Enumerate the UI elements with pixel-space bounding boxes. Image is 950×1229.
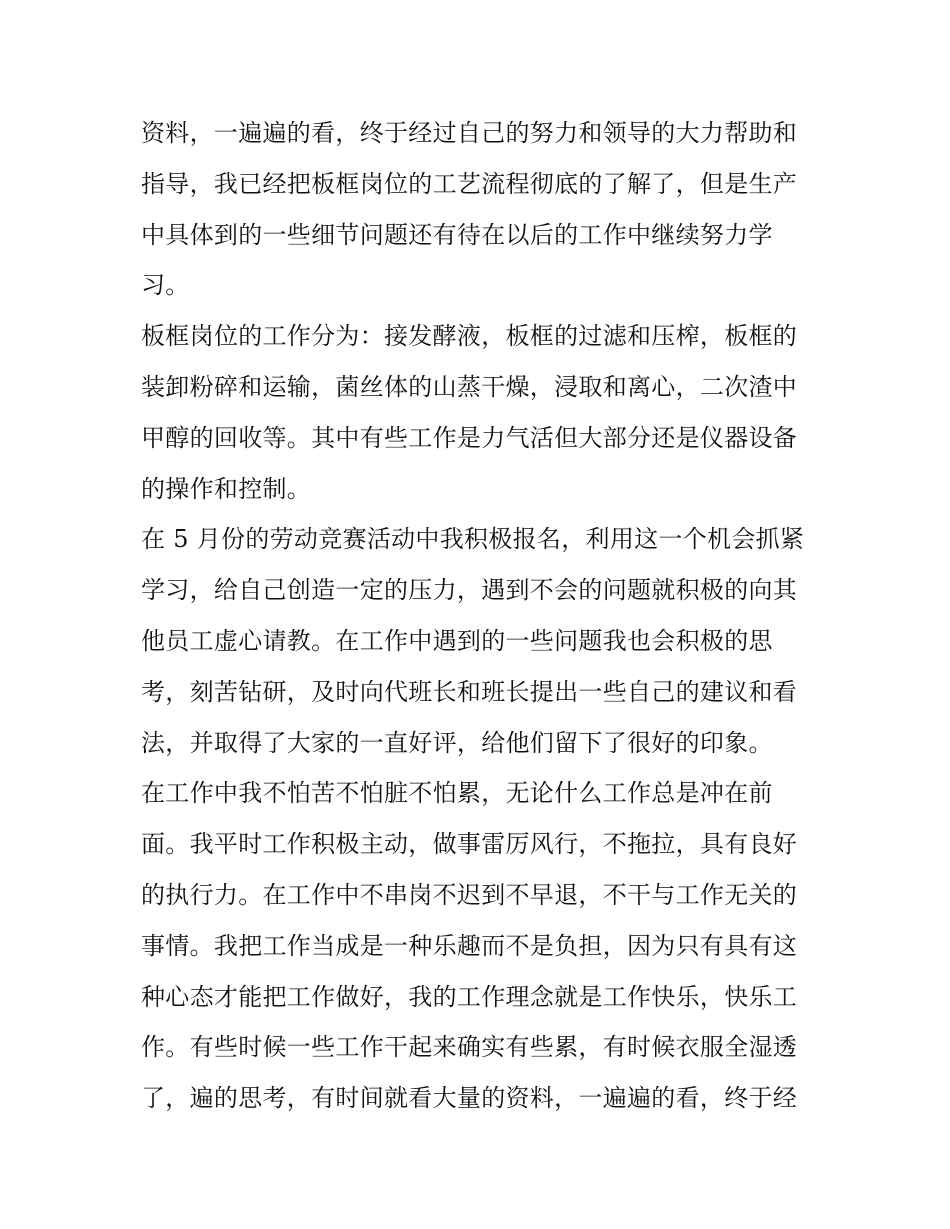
paragraph-2: 板框岗位的工作分为：接发酵液，板框的过滤和压榨，板框的 装卸粉碎和运输，菌丝体的山蒸干燥，浸取和离心，二次渣中 甲醇的回收等。其中有些工作是力气活但大部分还是仪器设备 的操作和控制。 bbox=[141, 322, 798, 503]
paragraph-4: 在工作中我不怕苦不怕脏不怕累，无论什么工作总是冲在前 面。我平时工作积极主动，做事雷厉风行，不拖拉，具有良好 的执行力。在工作中不串岗不迟到不早退，不干与工作无关的 事情。我把工作当成是一种乐趣而不是负担，因为只有具有这 种心态才能把工作做好，我的工作理念就是工作快乐，快乐工 作。有些时候一些工作干起来确实有些累，有时候衣服全湿透 了，遍的思考，有时间就看大量的资料，一遍遍的看，终于经 bbox=[141, 779, 798, 1113]
paragraph-3: 在 5 月份的劳动竞赛活动中我积极报名，利用这一个机会抓紧 学习，给自己创造一定的压力，遇到不会的问题就积极的向其 他员工虚心请教。在工作中遇到的一些问题我也会积极的思 考，刻苦钻研，及时向代班长和班长提出一些自己的建议和看 法，并取得了大家的一直好评，给他们留下了很好的印象。 bbox=[141, 525, 805, 757]
document-body bbox=[141, 108, 813, 1124]
paragraph-1: 资料，一遍遍的看，终于经过自己的努力和领导的大力帮助和 指导，我已经把板框岗位的工艺流程彻底的了解了，但是生产 中具体到的一些细节问题还有待在以后的工作中继续努力学 习。 bbox=[141, 119, 798, 300]
